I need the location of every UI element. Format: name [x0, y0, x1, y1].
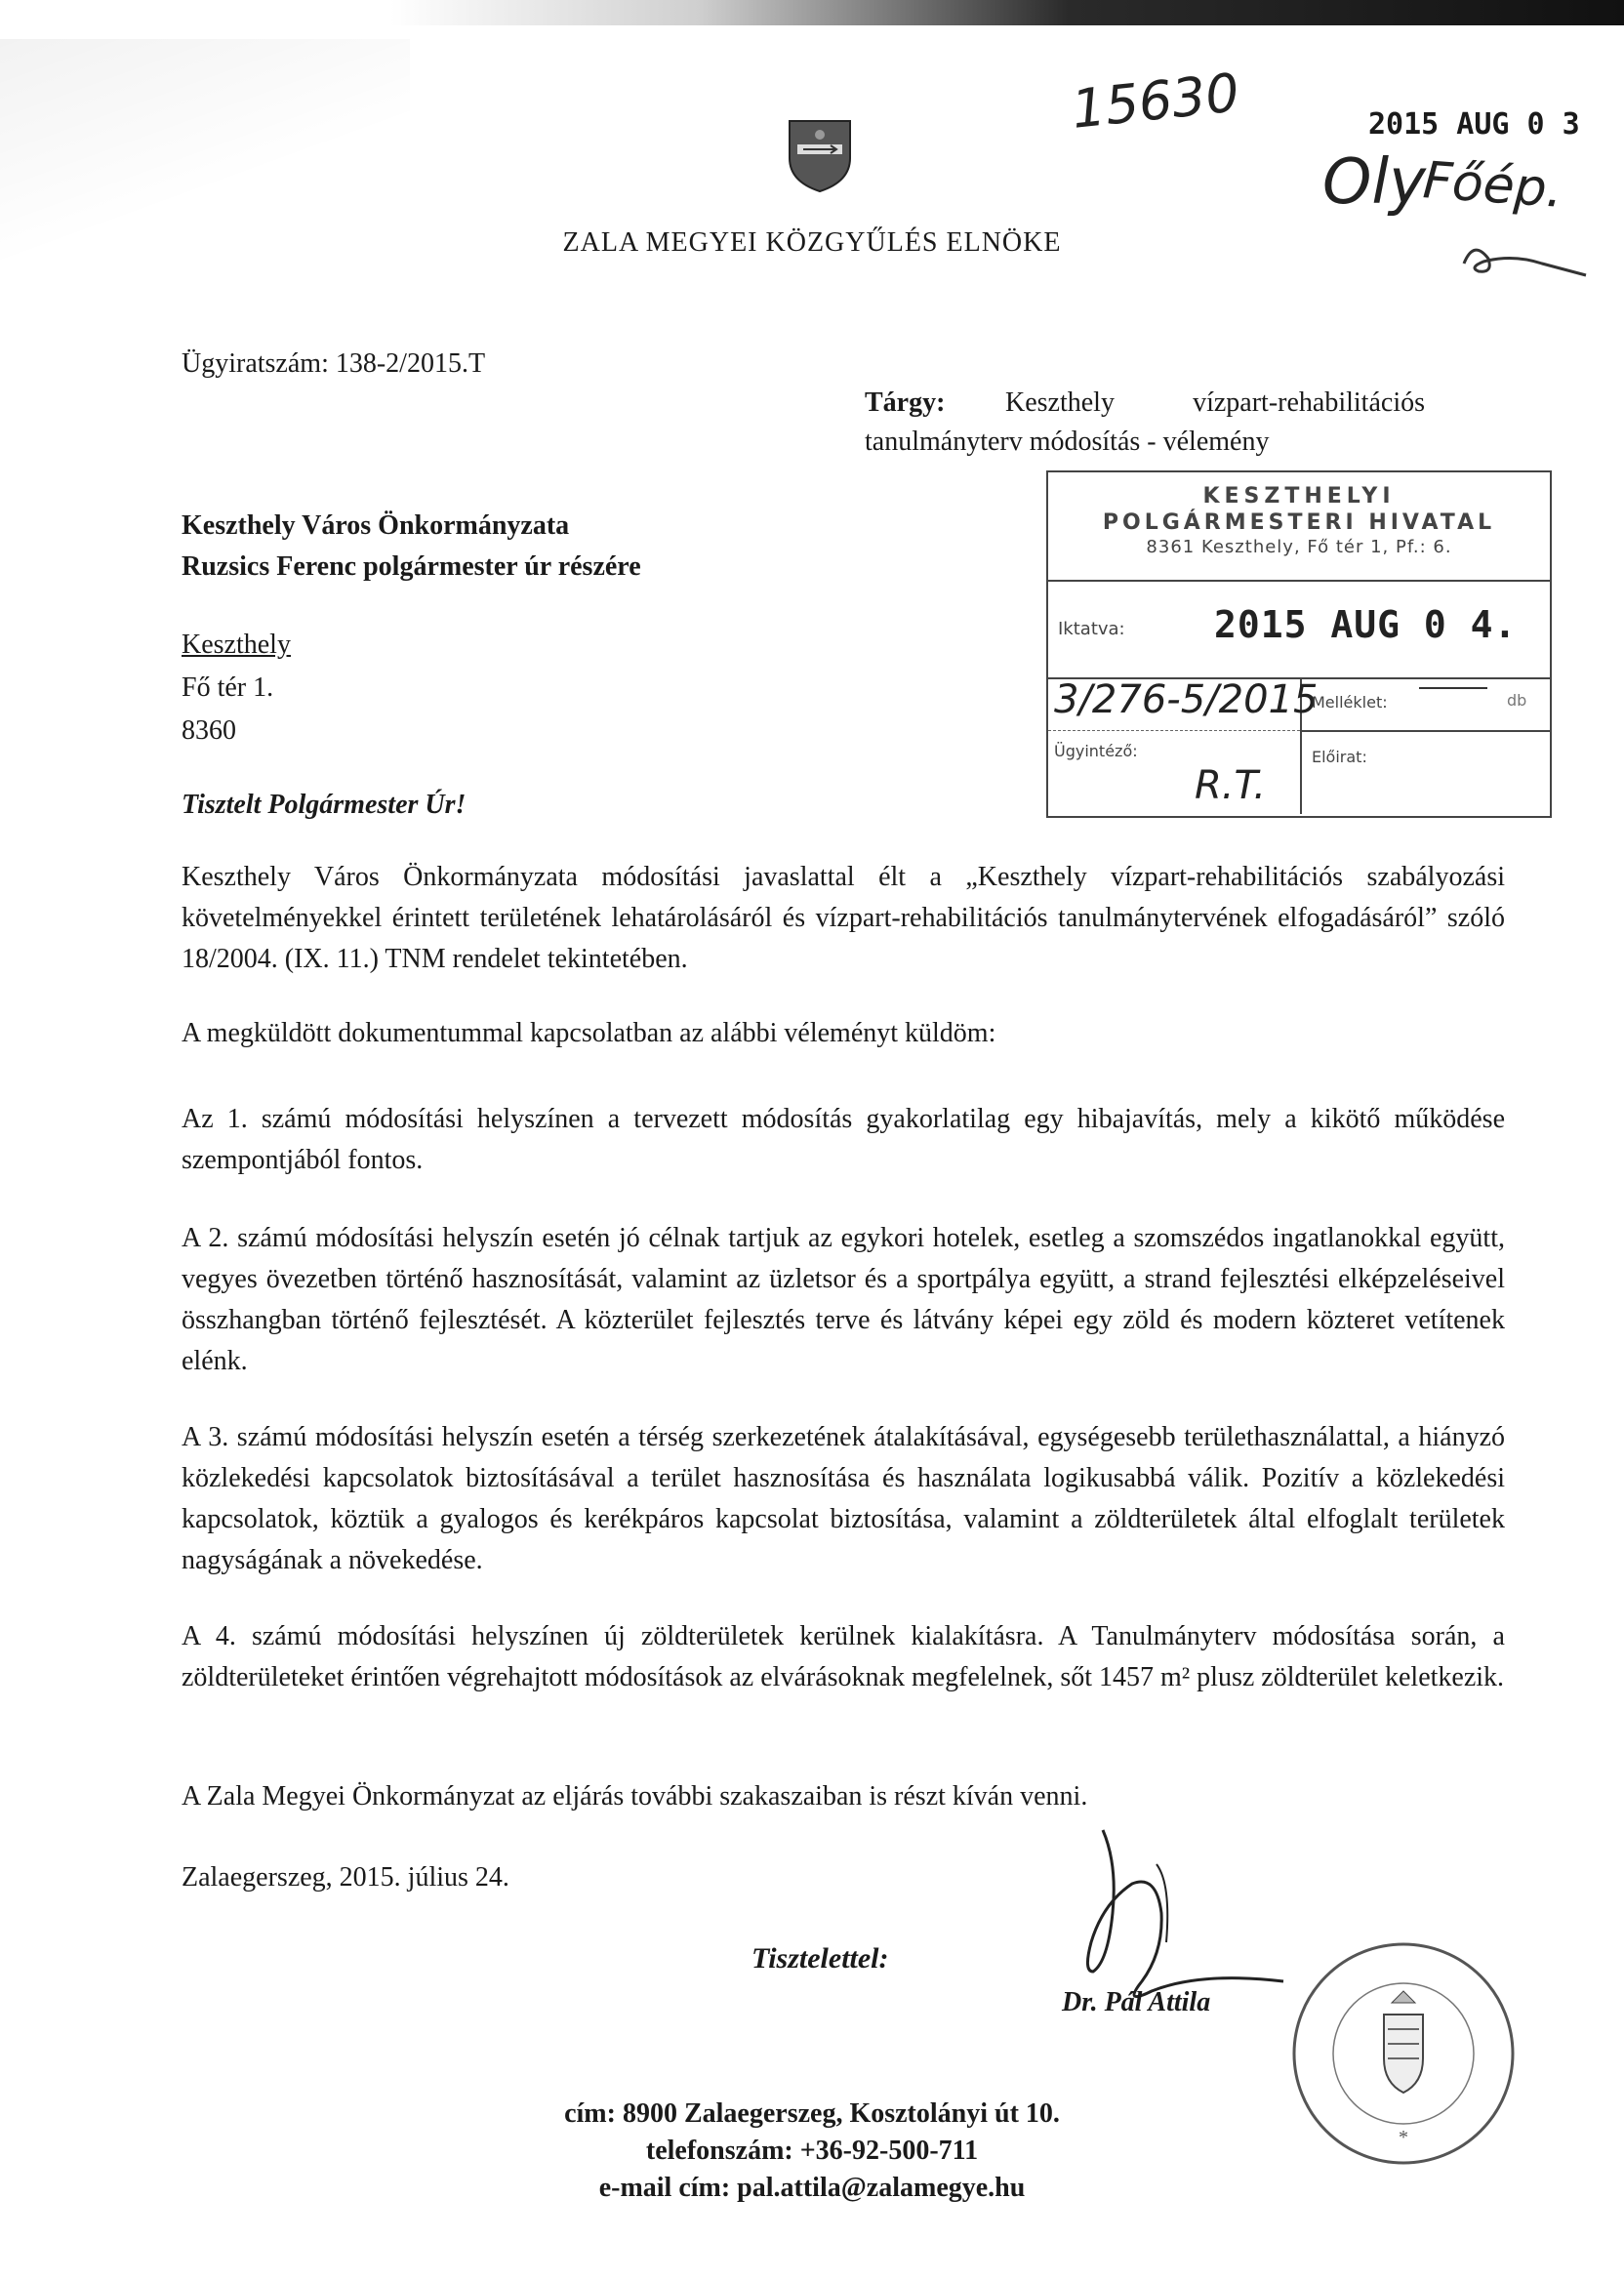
registry-stamp-date-row: [1048, 580, 1550, 679]
svg-text:*: *: [1399, 2127, 1408, 2148]
body-paragraph: A 2. számú módosítási helyszín esetén jó célnak tartjuk az egykori hotelek, esetleg a szomszédos ingatlanokkal együtt, vegyes övezetben történő hasznosítását, valamint az üzletsor és a sportpálya együtt, a strand fejlesztési elképzeléseivel összhangban történő fejlesztését. A közterület fejlesztés terve és látvány képei egy zöld és modern közteret vetítenek elénk.: [182, 1223, 1505, 1376]
subject-line-1: Keszthely vízpart-rehabilitációs: [1005, 387, 1425, 418]
stamp-file-number: 3/276-5/2015: [1054, 677, 1319, 722]
stamp-eloirat-label: Előirat:: [1312, 748, 1367, 766]
handwritten-registration-number: 15630: [1069, 61, 1242, 141]
subject-line-2: tanulmányterv módosítás - vélemény: [865, 427, 1270, 457]
stamp-iktatva-date: 2015 AUG 0 4.: [1214, 603, 1518, 646]
handwritten-initials: Oly: [1322, 146, 1427, 219]
handwritten-signature: [1064, 1825, 1288, 2011]
stamp-address: 8361 Keszthely, Fő tér 1, Pf.: 6.: [1146, 537, 1452, 557]
scan-edge-bar: [390, 0, 1624, 25]
organization-heading: ZALA MEGYEI KÖZGYŰLÉS ELNÖKE: [562, 227, 1062, 258]
registry-stamp: [1046, 470, 1552, 818]
stamp-db-label: db: [1507, 691, 1527, 710]
stamp-divider: [1300, 730, 1550, 732]
registry-stamp-header: [1048, 472, 1550, 582]
recipient-zip: 8360: [182, 715, 236, 746]
salutation: Tisztelt Polgármester Úr!: [182, 790, 467, 820]
place-and-date: Zalaegerszeg, 2015. július 24.: [182, 1862, 509, 1893]
body-paragraph: A megküldött dokumentummal kapcsolatban az alábbi véleményt küldöm:: [182, 1018, 996, 1048]
county-crest-icon: [786, 115, 854, 193]
stamp-office-line-1: KESZTHELYI: [1202, 484, 1396, 509]
recipient-street: Fő tér 1.: [182, 672, 274, 703]
stamp-office-line-2: POLGÁRMESTERI HIVATAL: [1102, 510, 1496, 535]
recipient-person: Ruzsics Ferenc polgármester úr részére: [182, 551, 641, 582]
footer-address: cím: 8900 Zalaegerszeg, Kosztolányi út 10.: [564, 2098, 1060, 2129]
footer-email: e-mail cím: pal.attila@zalamegye.hu: [598, 2173, 1026, 2203]
footer-phone: telefonszám: +36-92-500-711: [645, 2136, 979, 2166]
received-date-stamp: 2015 AUG 0 3: [1368, 107, 1580, 142]
stamp-melleklet-label: Melléklet:: [1312, 693, 1388, 712]
subject-label: Tárgy:: [865, 387, 946, 418]
recipient-city: Keszthely: [182, 630, 291, 660]
stamp-iktatva-label: Iktatva:: [1058, 619, 1125, 639]
handwritten-note: Főép.: [1421, 151, 1565, 220]
stamp-melleklet-dash: [1419, 687, 1487, 689]
body-paragraph: Keszthely Város Önkormányzata módosítási javaslattal élt a „Keszthely vízpart-rehabilitációs szabályozási követelményekkel érintett területének lehatárolásáról és vízpart-rehabilitációs tanulmánytervének elfogadásáról” szóló 18/2004. (IX. 11.) TNM rendelet tekintetében.: [182, 862, 1505, 974]
closing-regards: Tisztelettel:: [751, 1942, 889, 1975]
body-paragraph: A 4. számú módosítási helyszínen új zöldterületek kerülnek kialakításra. A Tanulmányterv módosítása során, a zöldterületeket érintően végrehajtott módosítások az elvárásoknak megfelelnek, sőt 1457 m² plusz zöldterület keletkezik.: [182, 1621, 1505, 1692]
stamp-ugyintezo-value: R.T.: [1195, 763, 1266, 808]
stamp-ugyintezo-label: Ügyintéző:: [1054, 742, 1138, 760]
recipient-organization: Keszthely Város Önkormányzata: [182, 510, 570, 541]
body-paragraph: Az 1. számú módosítási helyszínen a tervezett módosítás gyakorlatilag egy hibajavítás, mely a kikötő működése szempontjából fontos.: [182, 1104, 1505, 1175]
signatory-name: Dr. Pál Attila: [1062, 1987, 1211, 2017]
handwritten-scribble: [1454, 234, 1591, 283]
stamp-divider: [1048, 730, 1300, 732]
reference-number: Ügyiratszám: 138-2/2015.T: [182, 348, 486, 379]
registry-stamp-detail-row: [1048, 677, 1550, 814]
body-paragraph: A 3. számú módosítási helyszín esetén a térség szerkezetének átalakításával, egységesebb területhasználattal, a hiányzó közlekedési kapcsolatok biztosításával a terület hasznosítása és használata logikusabbá válik. Pozitív a közlekedési kapcsolatok, köztük a gyalogos és kerékpáros kapcsolat biztosítása, valamint a zöldterületek által elfoglalt területek nagyságának a növekedése.: [182, 1422, 1505, 1575]
body-paragraph: A Zala Megyei Önkormányzat az eljárás további szakaszaiban is részt kíván venni.: [182, 1781, 1088, 1812]
